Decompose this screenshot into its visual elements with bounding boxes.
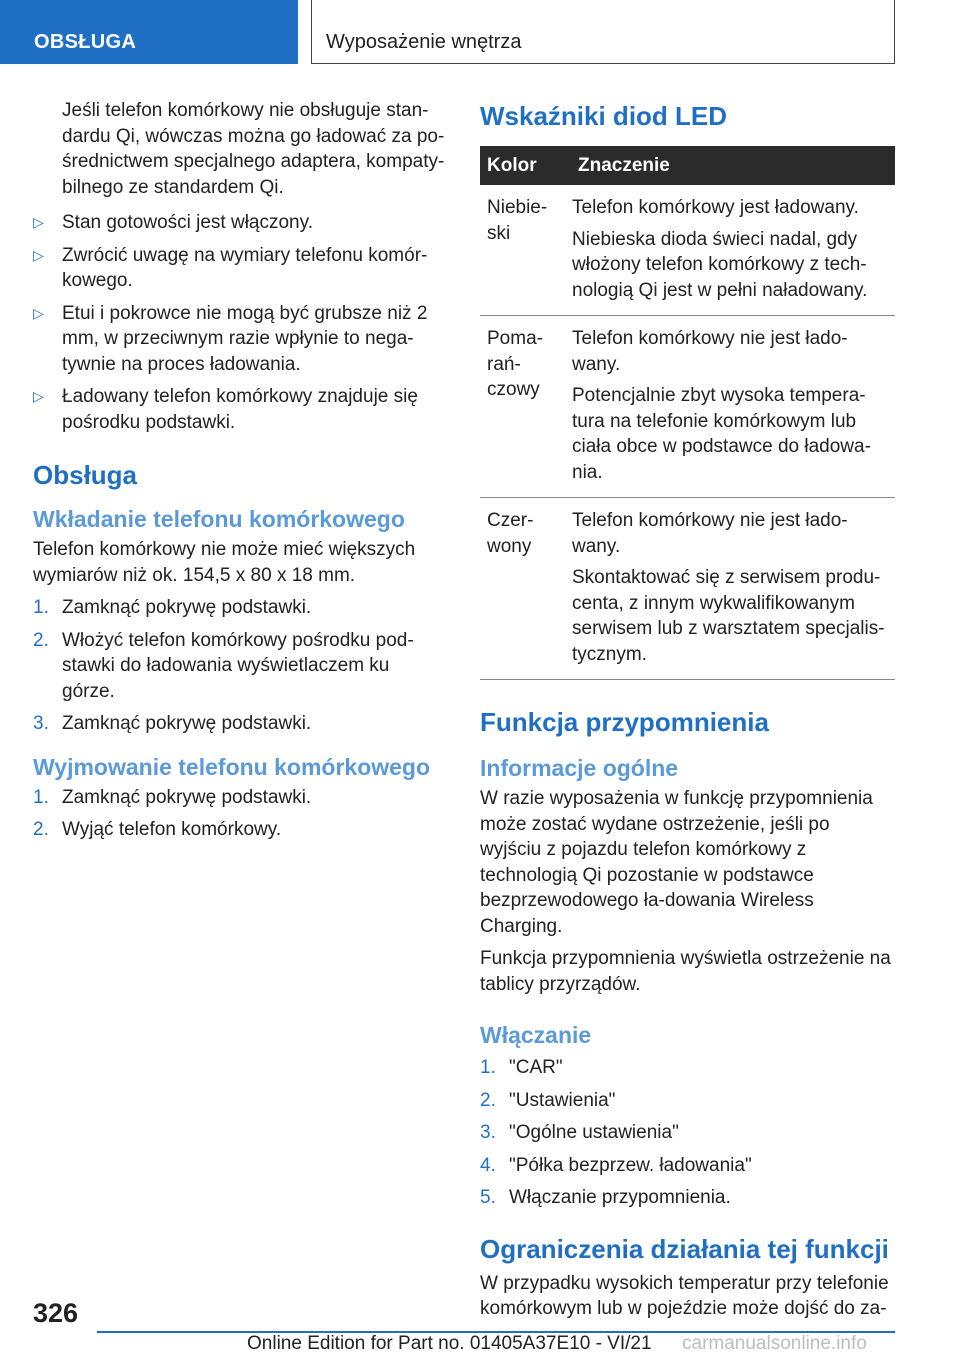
enabling-steps [480,1055,895,1211]
section-heading-reminder: Funkcja przypomnienia [480,707,769,737]
table-header-row [480,146,895,185]
list-item: ▷ Etui i pokrowce nie mogą być grubsze niż 2 mm, w przeciwnym razie wpłynie to nega-tywnie na proces ładowania. [33,302,428,375]
triangle-right-outline-icon: ▷ [33,246,44,263]
intro-paragraph: Jeśli telefon komórkowy nie obsługuje stan-dardu Qi, wówczas można go ładować za po-średnictwem specjalnego adaptera, kompaty-bilnego ze standardem Qi. [62,100,445,198]
page-number: 326 [33,1298,79,1328]
list-item: 2. Włożyć telefon komórkowy pośrodku pod-stawki do ładowania wyświetlaczem ku górze. [33,629,414,702]
led-meaning-cell: Telefon komórkowy nie jest łado-wany. Skontaktować się z serwisem produ-centa, z innym wykwalifikowanym serwisem lub z warsztatem specjalis-tycznym. [566,498,895,680]
list-item: 2. "Ustawienia" [480,1089,616,1111]
column-header-color: Kolor [480,146,566,185]
subheading-removing: Wyjmowanie telefonu komórkowego [33,753,431,780]
subheading-general: Informacje ogólne [480,755,679,781]
left-column [33,98,446,850]
list-item: ▷ Stan gotowości jest włączony. [33,210,446,236]
section-tab [0,0,298,64]
subheading-inserting: Wkładanie telefonu komórkowego [33,506,405,532]
list-item: 3. "Ogólne ustawienia" [480,1122,679,1143]
section-heading-led: Wskaźniki diod LED [480,101,728,131]
removing-steps [33,785,446,843]
led-table [480,146,895,680]
triangle-right-outline-icon: ▷ [33,214,44,230]
table-row [480,316,895,498]
list-item: 5. Włączanie przypomnienia. [480,1187,731,1208]
triangle-right-outline-icon: ▷ [33,388,44,404]
table-row [480,185,895,316]
triangle-right-outline-icon: ▷ [33,304,44,321]
watermark: carmanualsonline.info [682,1333,867,1354]
column-header-meaning: Znaczenie [566,146,895,185]
edition-footer: Online Edition for Part no. 01405A37E10 - VI/21 [247,1333,652,1354]
requirements-list [33,210,446,435]
led-color-cell: Niebie-ski [480,185,566,316]
led-color-cell: Czer-wony [480,498,566,680]
general-paragraph: Funkcja przypomnienia wyświetla ostrzeżenie na tablicy przyrządów. [480,948,891,995]
list-item: ▷ Zwrócić uwagę na wymiary telefonu komór-kowego. [33,244,428,291]
led-meaning-cell: Telefon komórkowy nie jest łado-wany. Potencjalnie zbyt wysoka tempera-tura na telefonie komórkowym lub ciała obce w podstawce do ładowa-nia. [566,316,895,498]
table-row [480,498,895,680]
right-column [480,100,895,1329]
chapter-title: Wyposażenie wnętrza [326,31,522,53]
list-item: 1. Zamknąć pokrywę podstawki. [33,786,312,808]
list-item: 2. Wyjąć telefon komórkowy. [33,819,282,840]
general-paragraph: W razie wyposażenia w funkcję przypomnienia może zostać wydane ostrzeżenie, jeśli po wyjściu z pojazdu telefon komórkowy z technologią Qi pozostanie w podstawce bezprzewodowego ła-dowania Wireless Charging. [480,788,873,937]
list-item: 3. Zamknąć pokrywę podstawki. [33,713,312,734]
list-item: ▷ Ładowany telefon komórkowy znajduje się pośrodku podstawki. [33,386,418,433]
led-meaning-cell: Telefon komórkowy jest ładowany. Niebieska dioda świeci nadal, gdy włożony telefon komórkowy z tech-nologią Qi jest w pełni naładowany. [566,185,895,316]
section-heading-limits: Ograniczenia działania tej funkcji [480,1233,889,1264]
section-tab-label: OBSŁUGA [34,31,137,53]
list-item: 4. "Półka bezprzew. ładowania" [480,1154,752,1176]
list-item: 1. "CAR" [480,1057,563,1078]
limits-paragraph: W przypadku wysokich temperatur przy telefonie komórkowym lub w pojeździe może dojść do za- [480,1272,889,1319]
list-item: 1. Zamknąć pokrywę podstawki. [33,597,312,618]
inserting-paragraph: Telefon komórkowy nie może mieć większych wymiarów niż ok. 154,5 x 80 x 18 mm. [33,539,416,586]
inserting-steps [33,595,446,737]
led-color-cell: Poma-rań-czowy [480,316,566,498]
section-heading-obsluga: Obsługa [33,460,138,490]
subheading-enabling: Włączanie [480,1022,592,1048]
